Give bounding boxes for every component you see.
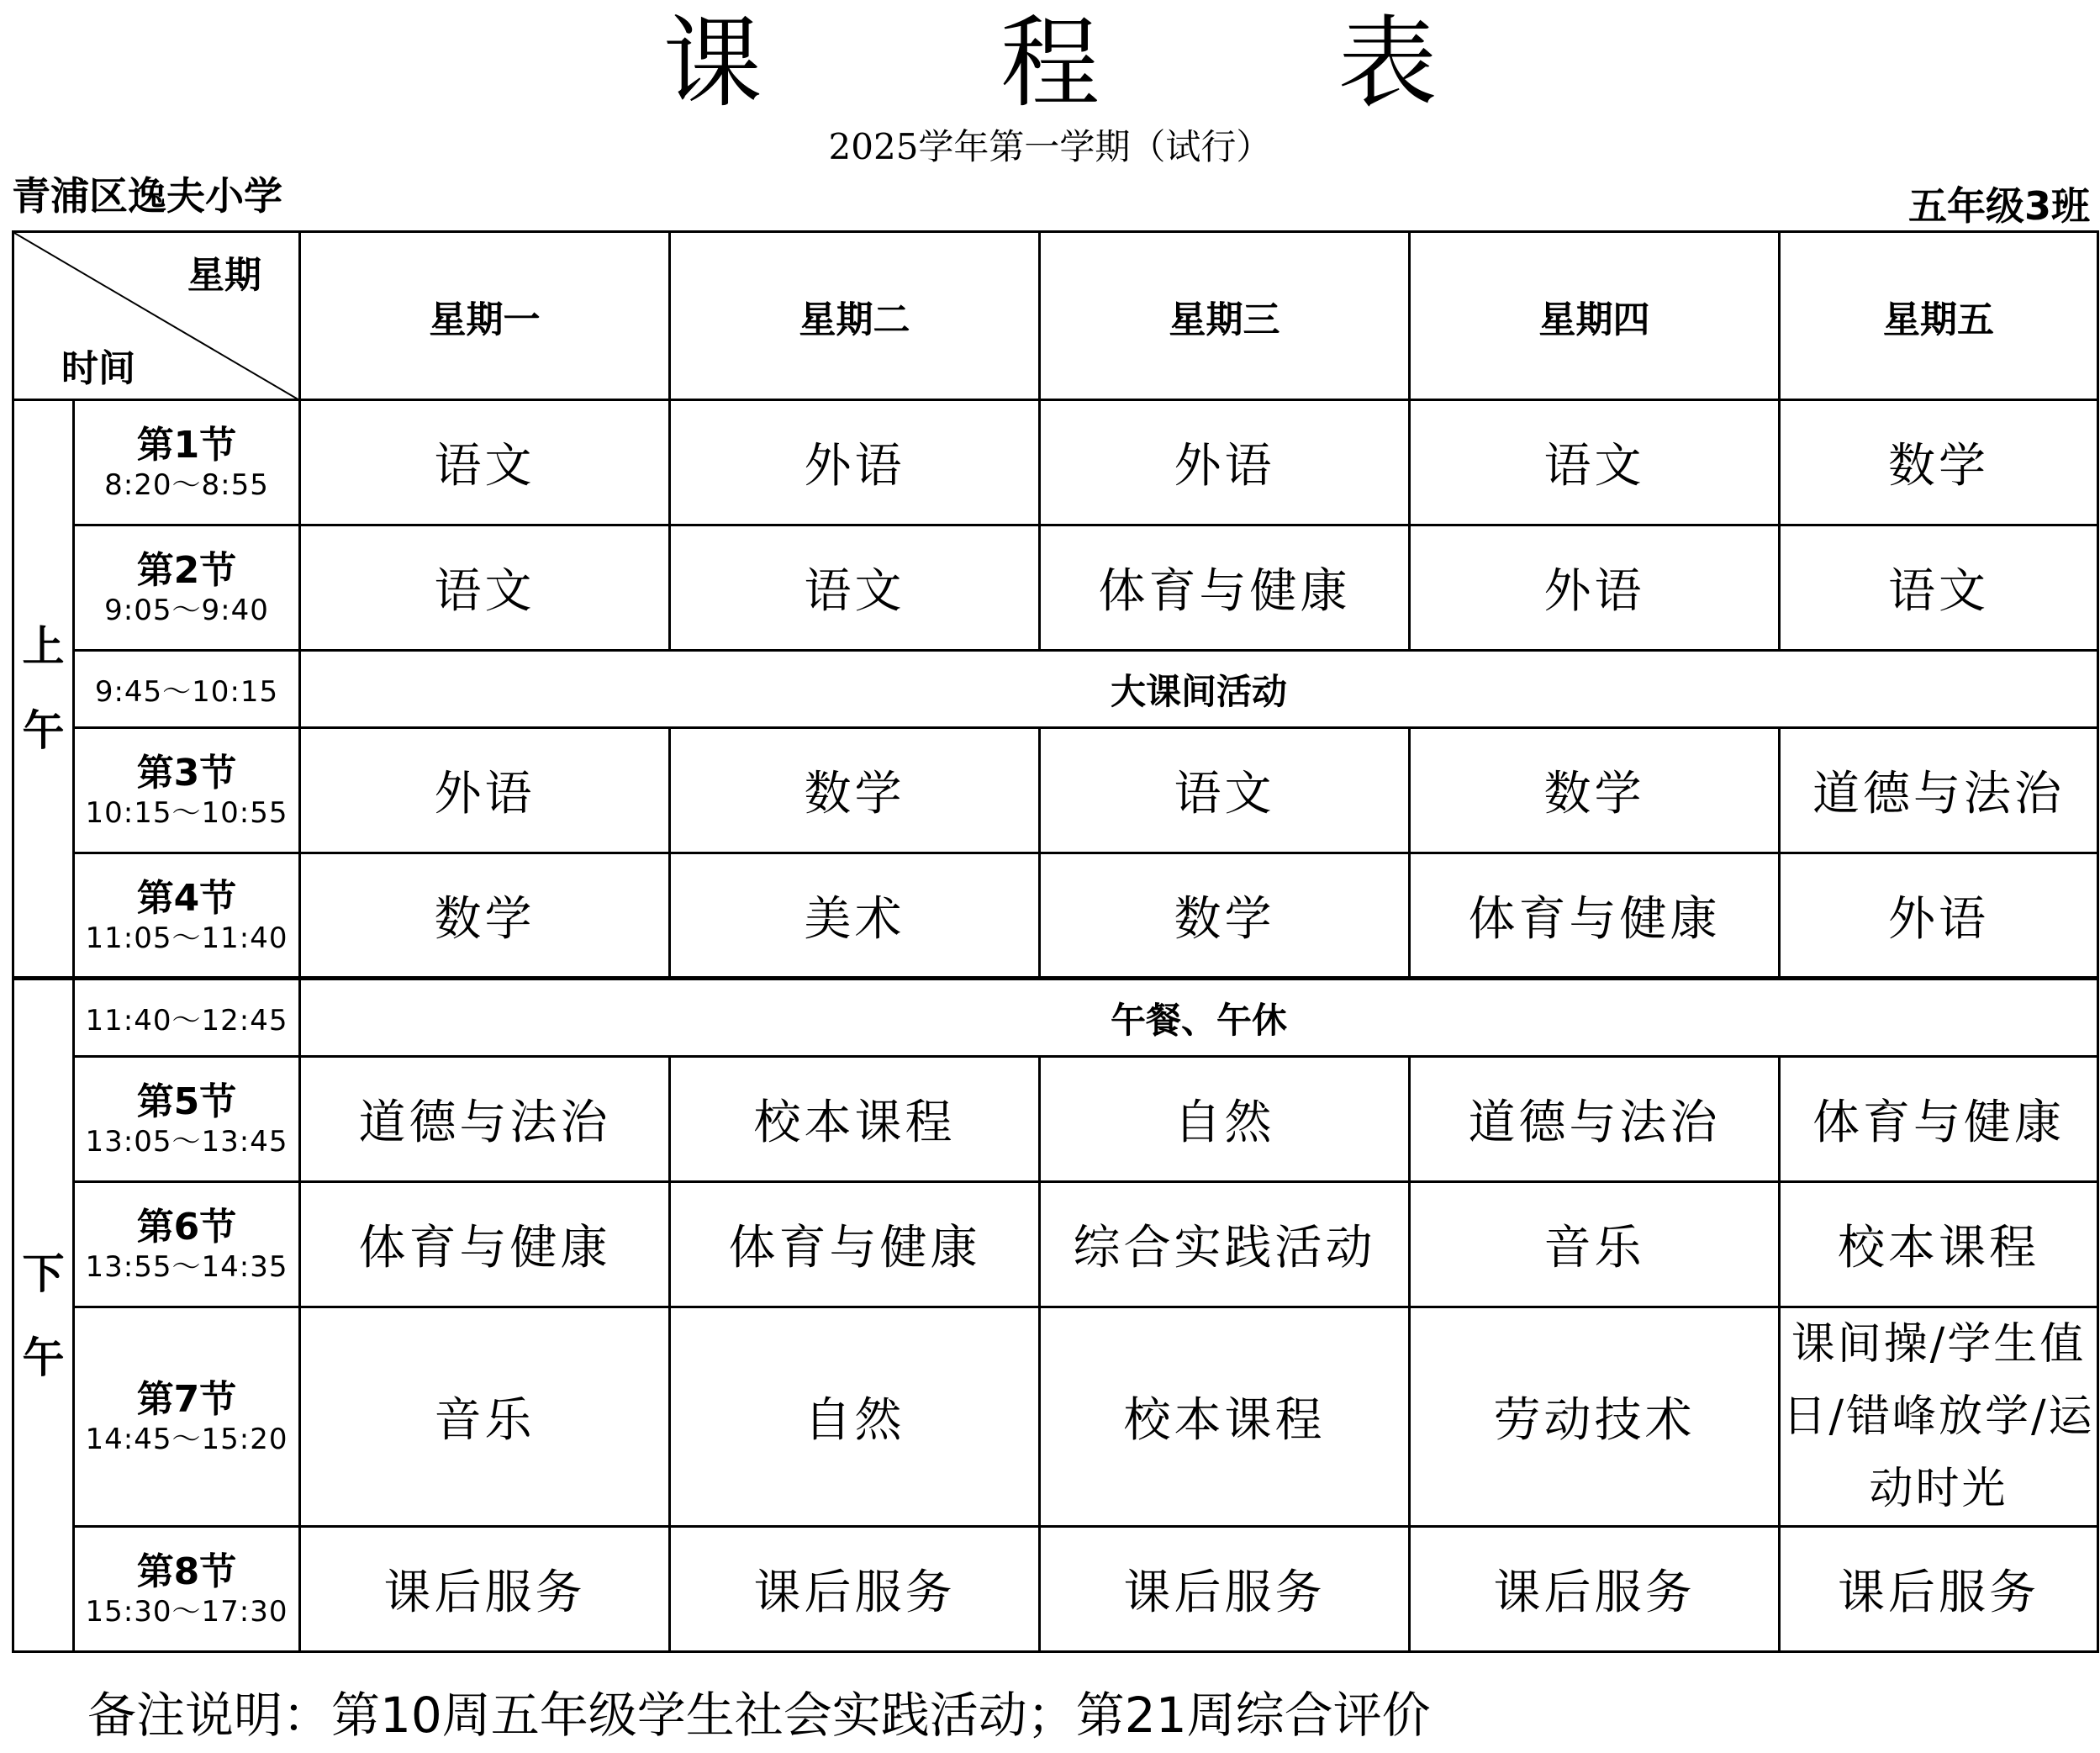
subject-cell: 课间操/学生值日/错峰放学/运动时光 — [1780, 1307, 2098, 1527]
subject-cell: 语文 — [1040, 728, 1410, 853]
period-time: 9:05～9:40 — [104, 594, 269, 627]
subject-cell: 自然 — [670, 1307, 1040, 1527]
subject-cell: 体育与健康 — [1410, 853, 1780, 979]
period-name: 第6节 — [136, 1206, 237, 1249]
period-name: 第4节 — [136, 876, 237, 920]
subject-cell: 外语 — [1040, 400, 1410, 525]
subject-cell: 数学 — [300, 853, 670, 979]
break-row — [13, 979, 2098, 1057]
subject-cell: 课后服务 — [1040, 1527, 1410, 1652]
timetable — [12, 230, 2099, 1653]
semester-subtitle: 2025学年第一学期（试行） — [828, 126, 1272, 167]
day-header: 星期一 — [300, 232, 670, 400]
period-time: 11:05～11:40 — [85, 921, 288, 955]
period-cell — [74, 728, 300, 853]
subject-cell: 外语 — [1780, 853, 2098, 979]
half-char: 下 — [22, 1249, 65, 1298]
period-name: 第7节 — [136, 1378, 237, 1421]
subject-cell: 校本课程 — [1040, 1307, 1410, 1527]
period-cell — [74, 400, 300, 525]
school-name: 青浦区逸夫小学 — [12, 173, 282, 219]
day-header: 星期三 — [1040, 232, 1410, 400]
break-row — [13, 651, 2098, 728]
period-row — [13, 1182, 2098, 1307]
subject-cell: 外语 — [670, 400, 1040, 525]
subject-cell: 课后服务 — [1410, 1527, 1780, 1652]
subject-cell: 体育与健康 — [1040, 525, 1410, 651]
title-char: 表 — [1338, 5, 1438, 121]
remarks-note: 备注说明：第10周五年级学生社会实践活动；第21周综合评价 — [87, 1687, 1431, 1744]
subject-cell: 课后服务 — [670, 1527, 1040, 1652]
subject-cell: 课后服务 — [300, 1527, 670, 1652]
page-title — [0, 0, 2100, 126]
subject-cell: 语文 — [1410, 400, 1780, 525]
half-char: 午 — [22, 706, 65, 755]
subject-cell: 数学 — [1410, 728, 1780, 853]
half-char: 午 — [22, 1333, 65, 1382]
subject-cell: 体育与健康 — [300, 1182, 670, 1307]
subject-cell: 语文 — [300, 525, 670, 651]
subject-cell: 道德与法治 — [1780, 728, 2098, 853]
subject-cell: 美术 — [670, 853, 1040, 979]
subject-cell: 语文 — [670, 525, 1040, 651]
period-cell — [74, 1307, 300, 1527]
period-cell — [74, 1527, 300, 1652]
subject-cell: 体育与健康 — [670, 1182, 1040, 1307]
period-row — [13, 853, 2098, 979]
title-char: 课 — [662, 5, 762, 121]
period-cell — [74, 1182, 300, 1307]
subject-cell: 课后服务 — [1780, 1527, 2098, 1652]
class-name: 五年级3班 — [1907, 183, 2090, 229]
subject-cell: 外语 — [300, 728, 670, 853]
subject-cell: 自然 — [1040, 1057, 1410, 1182]
period-name: 第8节 — [136, 1550, 237, 1593]
weekday-axis-label: 星期 — [187, 254, 261, 297]
subject-cell: 劳动技术 — [1410, 1307, 1780, 1527]
period-cell — [74, 525, 300, 651]
period-name: 第2节 — [136, 549, 237, 592]
title-char: 程 — [1000, 5, 1100, 121]
period-row — [13, 1527, 2098, 1652]
subject-cell: 综合实践活动 — [1040, 1182, 1410, 1307]
subject-cell: 数学 — [1780, 400, 2098, 525]
half-char: 上 — [22, 622, 65, 671]
corner-cell — [13, 232, 300, 400]
subject-cell: 数学 — [670, 728, 1040, 853]
subject-cell: 数学 — [1040, 853, 1410, 979]
period-name: 第1节 — [136, 424, 237, 467]
subject-cell: 音乐 — [300, 1307, 670, 1527]
period-time: 13:55～14:35 — [85, 1250, 288, 1284]
period-time: 8:20～8:55 — [104, 468, 269, 502]
break-activity: 午餐、午休 — [300, 979, 2098, 1057]
subject-cell: 道德与法治 — [1410, 1057, 1780, 1182]
subject-cell: 音乐 — [1410, 1182, 1780, 1307]
break-time: 11:40～12:45 — [74, 979, 300, 1057]
period-row — [13, 728, 2098, 853]
day-header: 星期四 — [1410, 232, 1780, 400]
period-time: 15:30～17:30 — [85, 1595, 288, 1629]
day-header: 星期二 — [670, 232, 1040, 400]
period-name: 第5节 — [136, 1080, 237, 1123]
period-name: 第3节 — [136, 752, 237, 795]
subject-cell: 外语 — [1410, 525, 1780, 651]
time-axis-label: 时间 — [61, 347, 135, 390]
subject-cell: 校本课程 — [670, 1057, 1040, 1182]
period-time: 13:05～13:45 — [85, 1125, 288, 1159]
subject-cell: 体育与健康 — [1780, 1057, 2098, 1182]
break-time: 9:45～10:15 — [74, 651, 300, 728]
subject-cell: 道德与法治 — [300, 1057, 670, 1182]
subject-cell: 语文 — [1780, 525, 2098, 651]
subject-cell: 语文 — [300, 400, 670, 525]
period-cell — [74, 853, 300, 979]
period-cell — [74, 1057, 300, 1182]
header-row — [13, 232, 2098, 400]
afternoon-label — [13, 979, 74, 1652]
period-time: 10:15～10:55 — [85, 796, 288, 830]
period-row — [13, 1057, 2098, 1182]
period-row — [13, 400, 2098, 525]
subject-cell: 校本课程 — [1780, 1182, 2098, 1307]
day-header: 星期五 — [1780, 232, 2098, 400]
period-row — [13, 1307, 2098, 1527]
period-time: 14:45～15:20 — [85, 1423, 288, 1456]
morning-label — [13, 400, 74, 979]
period-row — [13, 525, 2098, 651]
break-activity: 大课间活动 — [300, 651, 2098, 728]
